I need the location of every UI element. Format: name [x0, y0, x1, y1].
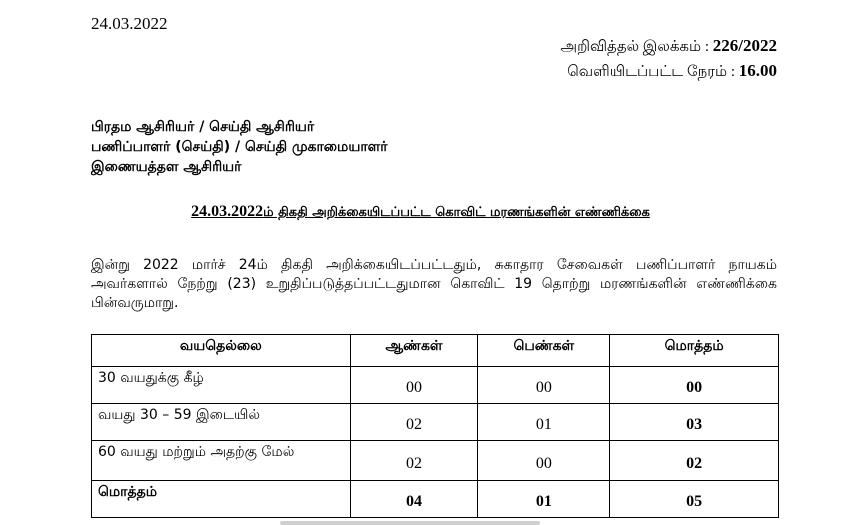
total-cell: 00 — [610, 367, 779, 404]
male-cell: 02 — [350, 404, 478, 441]
table-row — [92, 367, 779, 404]
age-range-cell: 60 வயது மற்றும் அதற்கு மேல் — [92, 441, 351, 481]
total-cell: 03 — [610, 404, 779, 441]
subject-date: 24.03.2022 — [191, 203, 264, 220]
table-header-row — [92, 335, 779, 367]
total-cell: 02 — [610, 441, 779, 481]
age-range-cell: வயது 30 – 59 இடையில் — [92, 404, 351, 441]
table-row — [92, 441, 779, 481]
release-time: 16.00 — [738, 61, 777, 80]
death-statistics-table — [91, 334, 779, 518]
female-cell: 00 — [478, 441, 610, 481]
female-cell: 01 — [478, 404, 610, 441]
header-age-range: வயதெல்லை — [92, 335, 351, 367]
horizontal-scrollbar[interactable] — [280, 521, 540, 525]
document-date: 24.03.2022 — [91, 14, 168, 33]
intro-paragraph: இன்று 2022 மார்ச் 24ம் திகதி அறிக்கையிடப்பட்டதும், சுகாதார சேவைகள் பணிப்பாளர் நாயகம் அவர்களால் நேற்று (23) உறுதிப்படுத்தப்பட்டதுமான கொவிட் 19 தொற்று மரணங்களின் எண்ணிக்கை பின்வருமாறு. — [91, 257, 777, 311]
subject-heading — [0, 203, 841, 221]
subject-text: ம் திகதி அறிக்கையிடப்பட்ட கொவிட் மரணங்களின் எண்ணிக்கை — [263, 205, 650, 220]
grand-total-cell: 05 — [610, 481, 779, 518]
age-range-cell: 30 வயதுக்கு கீழ் — [92, 367, 351, 404]
notice-number: 226/2022 — [712, 36, 777, 55]
release-time-row — [560, 59, 777, 84]
recipient-line: இணையத்தள ஆசிரியர் — [91, 159, 242, 175]
header-male: ஆண்கள் — [350, 335, 478, 367]
male-total-cell: 04 — [350, 481, 478, 518]
header-female: பெண்கள் — [478, 335, 610, 367]
notice-meta — [560, 34, 777, 84]
total-label-cell: மொத்தம் — [92, 481, 351, 518]
female-total-cell: 01 — [478, 481, 610, 518]
release-time-label: வெளியிடப்பட்ட நேரம் : — [567, 64, 735, 80]
table-row — [92, 404, 779, 441]
table-total-row — [92, 481, 779, 518]
male-cell: 02 — [350, 441, 478, 481]
recipient-line: பணிப்பாளர் (செய்தி) / செய்தி முகாமையாளர் — [91, 139, 388, 155]
header-total: மொத்தம் — [610, 335, 779, 367]
notice-number-row — [560, 34, 777, 59]
recipient-line: பிரதம ஆசிரியர் / செய்தி ஆசிரியர் — [91, 119, 315, 135]
recipients-block — [91, 117, 388, 177]
male-cell: 00 — [350, 367, 478, 404]
female-cell: 00 — [478, 367, 610, 404]
notice-number-label: அறிவித்தல் இலக்கம் : — [560, 39, 710, 55]
